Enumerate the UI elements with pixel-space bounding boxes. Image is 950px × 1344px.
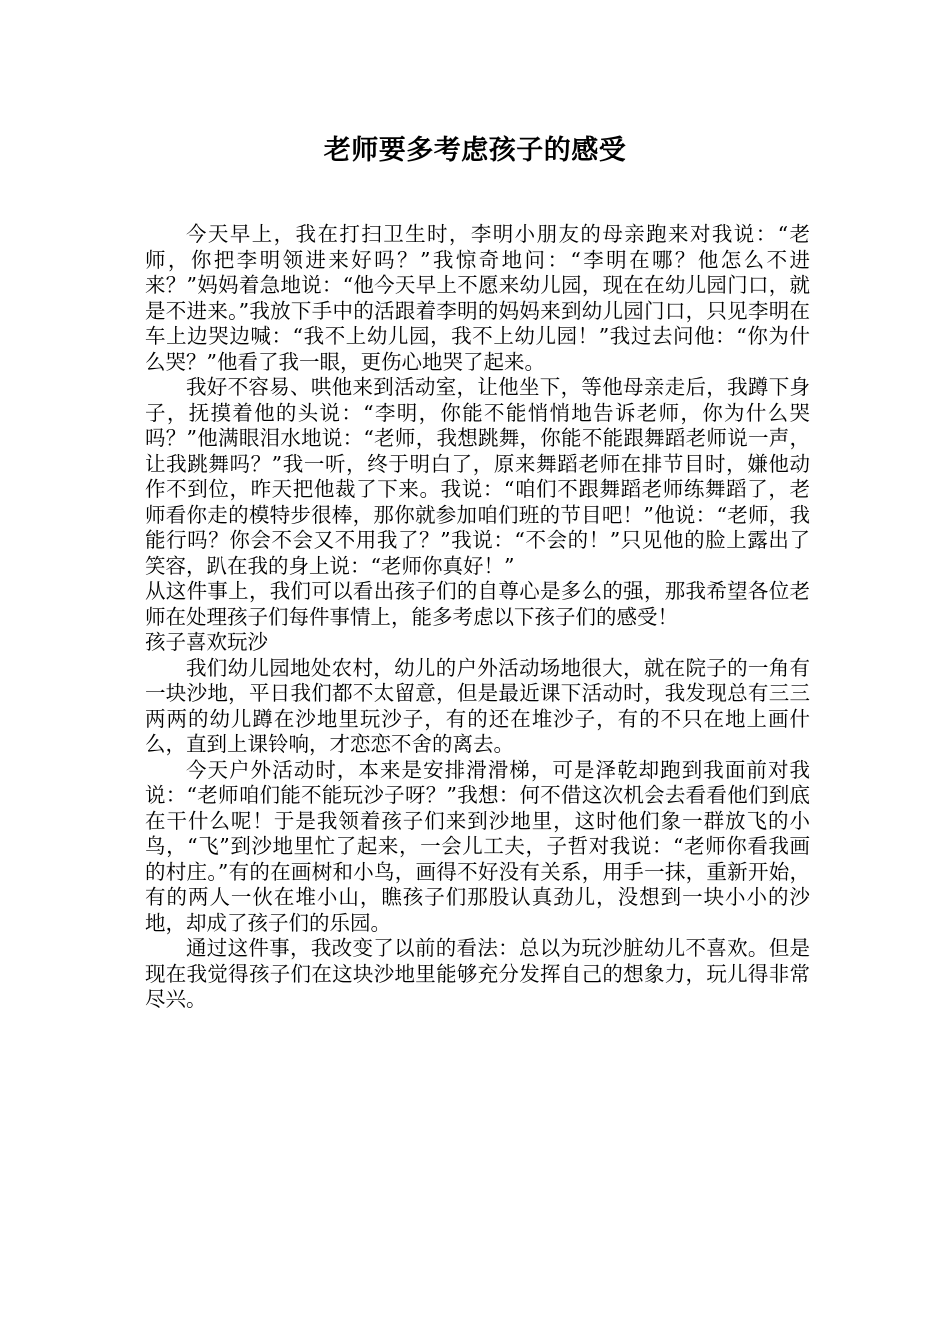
paragraph-3: 从这件事上，我们可以看出孩子们的自尊心是多么的强，那我希望各位老师在处理孩子们每件事情上，能多考虑以下孩子们的感受！ (145, 579, 810, 629)
section-heading: 孩子喜欢玩沙 (145, 630, 268, 654)
document-body (145, 222, 810, 1013)
paragraph-2: 我好不容易、哄他来到活动室，让他坐下，等他母亲走后，我蹲下身子，抚摸着他的头说：“李明，你能不能悄悄地告诉老师，你为什么哭吗？”他满眼泪水地说：“老师，我想跳舞，你能不能跟舞蹈老师说一声，让我跳舞吗？”我一听，终于明白了，原来舞蹈老师在排节目时，嫌他动作不到位，昨天把他裁了下来。我说：“咱们不跟舞蹈老师练舞蹈了，老师看你走的模特步很棒，那你就参加咱们班的节目吧！”他说：“老师，我能行吗？你会不会又不用我了？”我说：“不会的！”只见他的脸上露出了笑容，趴在我的身上说：“老师你真好！” (145, 375, 810, 578)
paragraph-4: 我们幼儿园地处农村，幼儿的户外活动场地很大，就在院子的一角有一块沙地，平日我们都不太留意，但是最近课下活动时，我发现总有三三两两的幼儿蹲在沙地里玩沙子，有的还在堆沙子，有的不只在地上画什么，直到上课铃响，才恋恋不舍的离去。 (145, 655, 810, 756)
document-title: 老师要多考虑孩子的感受 (323, 135, 627, 166)
paragraph-5: 今天户外活动时，本来是安排滑滑梯，可是泽乾却跑到我面前对我说：“老师咱们能不能玩沙子呀？”我想：何不借这次机会去看看他们到底在干什么呢！于是我领着孩子们来到沙地里，这时他们象一群放飞的小鸟，“飞”到沙地里忙了起来，一会儿工夫，子哲对我说：“老师你看我画的村庄。”有的在画树和小鸟，画得不好没有关系，用手一抹，重新开始，有的两人一伙在堆小山，瞧孩子们那股认真劲儿，没想到一块小小的沙地，却成了孩子们的乐园。 (145, 757, 810, 935)
paragraph-6: 通过这件事，我改变了以前的看法：总以为玩沙脏幼儿不喜欢。但是现在我觉得孩子们在这块沙地里能够充分发挥自己的想象力，玩儿得非常尽兴。 (145, 936, 810, 1011)
paragraph-1: 今天早上，我在打扫卫生时，李明小朋友的母亲跑来对我说：“老师，你把李明领进来好吗？”我惊奇地问：“李明在哪？他怎么不进来？”妈妈着急地说：“他今天早上不愿来幼儿园，现在在幼儿园门口，就是不进来。”我放下手中的活跟着李明的妈妈来到幼儿园门口，只见李明在车上边哭边喊：“我不上幼儿园，我不上幼儿园！”我过去问他：“你为什么哭？”他看了我一眼，更伤心地哭了起来。 (145, 222, 810, 374)
